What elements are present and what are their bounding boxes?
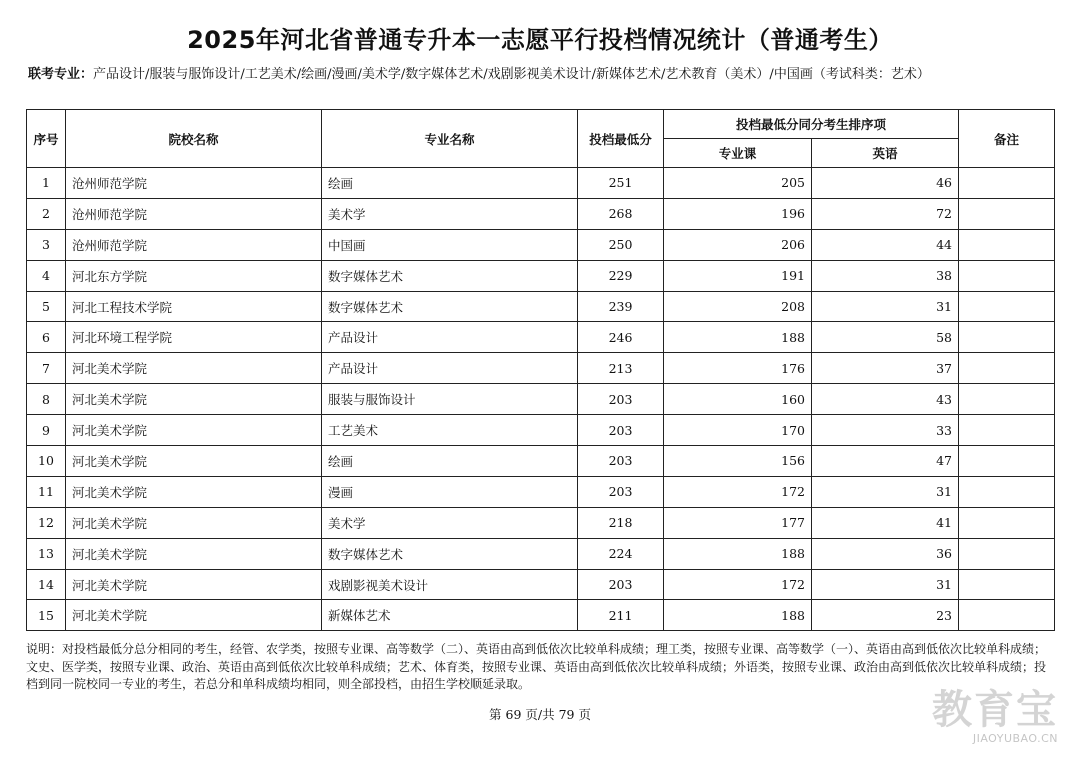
watermark-url: JIAOYUBAO.CN xyxy=(972,732,1058,745)
cell-school: 河北美术学院 xyxy=(66,600,322,631)
cell-min-score: 246 xyxy=(578,322,664,353)
cell-major: 产品设计 xyxy=(322,322,578,353)
cell-no: 2 xyxy=(27,198,66,229)
cell-major: 服装与服饰设计 xyxy=(322,384,578,415)
cell-min-score: 268 xyxy=(578,198,664,229)
subject-label: 联考专业： xyxy=(28,67,94,82)
cell-major: 绘画 xyxy=(322,446,578,477)
cell-major: 产品设计 xyxy=(322,353,578,384)
header-major: 专业名称 xyxy=(322,110,578,168)
table-row xyxy=(27,322,1055,353)
page-title: 2025年河北省普通专升本一志愿平行投档情况统计（普通考生） xyxy=(187,26,893,54)
header-major-course: 专业课 xyxy=(664,139,812,168)
cell-major: 数字媒体艺术 xyxy=(322,538,578,569)
cell-remark xyxy=(959,415,1055,446)
cell-english-score: 37 xyxy=(812,353,959,384)
cell-english-score: 58 xyxy=(812,322,959,353)
cell-no: 7 xyxy=(27,353,66,384)
cell-school: 沧州师范学院 xyxy=(66,198,322,229)
cell-no: 12 xyxy=(27,507,66,538)
cell-school: 河北美术学院 xyxy=(66,353,322,384)
table-row xyxy=(27,415,1055,446)
cell-min-score: 211 xyxy=(578,600,664,631)
cell-english-score: 23 xyxy=(812,600,959,631)
cell-english-score: 41 xyxy=(812,507,959,538)
watermark-logo-text: 教育宝 xyxy=(932,687,1058,733)
note-text: 说明：对投档最低分总分相同的考生，经管、农学类，按照专业课、高等数学（二）、英语由高到低依次比较单科成绩；理工类，按照专业课、高等数学（一）、英语由高到低依次比较单科成绩；文史、医学类，按照专业课、政治、英语由高到低依次比较单科成绩；艺术、体育类，按照专业课、英语由高到低依次比较单科成绩；外语类，按照专业课、政治由高到低依次比较单科成绩；投档到同一院校同一专业的考生，若总分和单科成绩均相同，则全部投档，由招生学校顺延录取。 xyxy=(26,642,1047,691)
table-row xyxy=(27,384,1055,415)
cell-remark xyxy=(959,384,1055,415)
cell-major-course-score: 156 xyxy=(664,446,812,477)
cell-remark xyxy=(959,600,1055,631)
table-row xyxy=(27,229,1055,260)
cell-english-score: 31 xyxy=(812,476,959,507)
cell-school: 河北美术学院 xyxy=(66,446,322,477)
cell-no: 1 xyxy=(27,168,66,199)
cell-min-score: 250 xyxy=(578,229,664,260)
cell-min-score: 213 xyxy=(578,353,664,384)
header-min-score: 投档最低分 xyxy=(578,110,664,168)
cell-school: 河北美术学院 xyxy=(66,415,322,446)
cell-major-course-score: 188 xyxy=(664,538,812,569)
page-number: 第 69 页/共 79 页 xyxy=(489,707,591,722)
cell-major-course-score: 208 xyxy=(664,291,812,322)
cell-english-score: 43 xyxy=(812,384,959,415)
cell-english-score: 47 xyxy=(812,446,959,477)
cell-min-score: 239 xyxy=(578,291,664,322)
cell-english-score: 31 xyxy=(812,291,959,322)
cell-major-course-score: 196 xyxy=(664,198,812,229)
cell-no: 6 xyxy=(27,322,66,353)
cell-remark xyxy=(959,569,1055,600)
cell-english-score: 38 xyxy=(812,260,959,291)
table-row xyxy=(27,168,1055,199)
table-row xyxy=(27,260,1055,291)
cell-school: 河北环境工程学院 xyxy=(66,322,322,353)
table-row xyxy=(27,507,1055,538)
table-row xyxy=(27,446,1055,477)
cell-major: 数字媒体艺术 xyxy=(322,291,578,322)
cell-min-score: 229 xyxy=(578,260,664,291)
cell-major: 绘画 xyxy=(322,168,578,199)
cell-no: 9 xyxy=(27,415,66,446)
cell-major: 美术学 xyxy=(322,198,578,229)
cell-major-course-score: 172 xyxy=(664,476,812,507)
cell-min-score: 251 xyxy=(578,168,664,199)
cell-remark xyxy=(959,260,1055,291)
cell-english-score: 72 xyxy=(812,198,959,229)
table-row xyxy=(27,476,1055,507)
cell-remark xyxy=(959,353,1055,384)
cell-major-course-score: 191 xyxy=(664,260,812,291)
table-row xyxy=(27,600,1055,631)
header-school: 院校名称 xyxy=(66,110,322,168)
table-row xyxy=(27,353,1055,384)
cell-major-course-score: 206 xyxy=(664,229,812,260)
cell-remark xyxy=(959,229,1055,260)
cell-no: 4 xyxy=(27,260,66,291)
cell-no: 11 xyxy=(27,476,66,507)
cell-remark xyxy=(959,291,1055,322)
cell-school: 沧州师范学院 xyxy=(66,229,322,260)
cell-major: 中国画 xyxy=(322,229,578,260)
cell-major-course-score: 176 xyxy=(664,353,812,384)
table-body xyxy=(27,168,1055,631)
table-row xyxy=(27,569,1055,600)
cell-remark xyxy=(959,507,1055,538)
cell-major-course-score: 177 xyxy=(664,507,812,538)
table-row xyxy=(27,538,1055,569)
cell-remark xyxy=(959,538,1055,569)
cell-no: 15 xyxy=(27,600,66,631)
cell-major-course-score: 172 xyxy=(664,569,812,600)
cell-no: 3 xyxy=(27,229,66,260)
cell-school: 河北美术学院 xyxy=(66,476,322,507)
header-english: 英语 xyxy=(812,139,959,168)
cell-school: 河北美术学院 xyxy=(66,569,322,600)
cell-english-score: 44 xyxy=(812,229,959,260)
cell-english-score: 31 xyxy=(812,569,959,600)
admission-table xyxy=(26,109,1055,631)
cell-major-course-score: 160 xyxy=(664,384,812,415)
table-row xyxy=(27,291,1055,322)
watermark-logo xyxy=(928,688,1058,746)
cell-school: 河北美术学院 xyxy=(66,538,322,569)
cell-major: 美术学 xyxy=(322,507,578,538)
cell-min-score: 224 xyxy=(578,538,664,569)
cell-min-score: 203 xyxy=(578,415,664,446)
cell-min-score: 218 xyxy=(578,507,664,538)
cell-no: 5 xyxy=(27,291,66,322)
subject-text: 产品设计/服装与服饰设计/工艺美术/绘画/漫画/美术学/数字媒体艺术/戏剧影视美术设计/新媒体艺术/艺术教育（美术）/中国画（考试科类：艺术） xyxy=(93,67,930,82)
cell-major: 数字媒体艺术 xyxy=(322,260,578,291)
cell-min-score: 203 xyxy=(578,476,664,507)
cell-no: 14 xyxy=(27,569,66,600)
cell-remark xyxy=(959,322,1055,353)
header-no: 序号 xyxy=(27,110,66,168)
cell-no: 13 xyxy=(27,538,66,569)
cell-remark xyxy=(959,446,1055,477)
cell-school: 河北美术学院 xyxy=(66,507,322,538)
cell-min-score: 203 xyxy=(578,446,664,477)
cell-major-course-score: 205 xyxy=(664,168,812,199)
subject-line xyxy=(28,66,1058,83)
cell-remark xyxy=(959,476,1055,507)
cell-no: 8 xyxy=(27,384,66,415)
cell-english-score: 46 xyxy=(812,168,959,199)
cell-major: 戏剧影视美术设计 xyxy=(322,569,578,600)
cell-no: 10 xyxy=(27,446,66,477)
cell-remark xyxy=(959,168,1055,199)
cell-english-score: 33 xyxy=(812,415,959,446)
cell-major-course-score: 188 xyxy=(664,322,812,353)
cell-min-score: 203 xyxy=(578,384,664,415)
cell-school: 沧州师范学院 xyxy=(66,168,322,199)
cell-major-course-score: 170 xyxy=(664,415,812,446)
cell-school: 河北工程技术学院 xyxy=(66,291,322,322)
cell-english-score: 36 xyxy=(812,538,959,569)
cell-major: 工艺美术 xyxy=(322,415,578,446)
cell-school: 河北美术学院 xyxy=(66,384,322,415)
header-remark: 备注 xyxy=(959,110,1055,168)
cell-min-score: 203 xyxy=(578,569,664,600)
cell-school: 河北东方学院 xyxy=(66,260,322,291)
cell-major: 新媒体艺术 xyxy=(322,600,578,631)
cell-remark xyxy=(959,198,1055,229)
cell-major: 漫画 xyxy=(322,476,578,507)
cell-major-course-score: 188 xyxy=(664,600,812,631)
table-row xyxy=(27,198,1055,229)
header-tie-group: 投档最低分同分考生排序项 xyxy=(664,110,959,139)
